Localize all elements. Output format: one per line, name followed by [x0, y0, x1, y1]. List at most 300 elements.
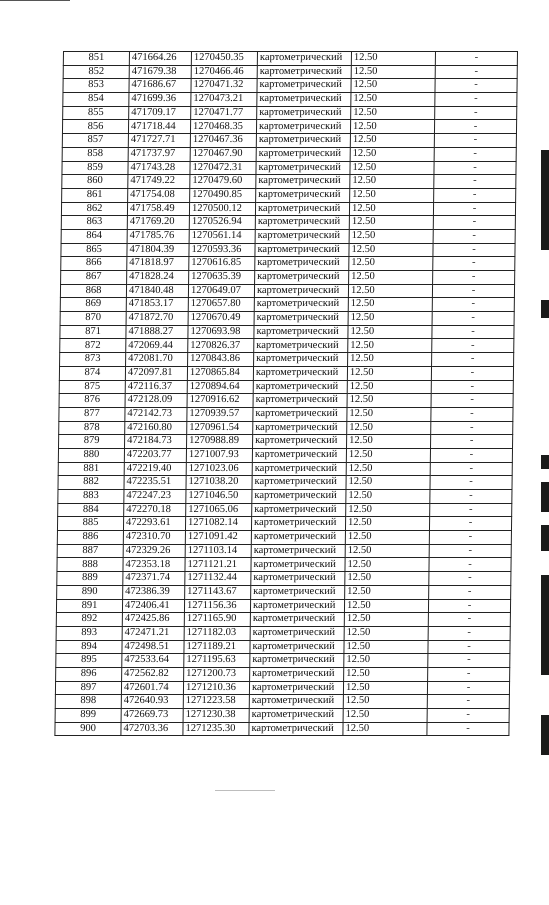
point-number-cell: 870 [60, 312, 126, 326]
table-row [60, 298, 514, 312]
method-cell: картометрический [256, 161, 350, 175]
method-cell: картометрический [253, 435, 347, 449]
table-row [63, 79, 517, 93]
point-number-cell: 855 [63, 106, 129, 120]
error-cell: 12.50 [347, 421, 431, 435]
table-row [56, 640, 510, 654]
scan-edge-mark [541, 482, 549, 512]
method-cell: картометрический [254, 284, 348, 298]
note-cell: - [432, 284, 514, 298]
method-cell: картометрический [255, 271, 349, 285]
table-row [60, 284, 514, 298]
x-coordinate-cell: 472116.37 [125, 380, 187, 394]
scan-edge-mark [541, 525, 549, 551]
y-coordinate-cell: 1270593.36 [189, 243, 255, 257]
point-number-cell: 888 [57, 558, 123, 572]
x-coordinate-cell: 472247.23 [124, 490, 186, 504]
note-cell: - [434, 161, 516, 175]
note-cell: - [431, 380, 513, 394]
table-row [57, 558, 511, 572]
point-number-cell: 857 [62, 134, 128, 148]
point-number-cell: 877 [59, 407, 125, 421]
y-coordinate-cell: 1270450.35 [191, 52, 257, 66]
note-cell: - [429, 558, 511, 572]
y-coordinate-cell: 1270843.86 [188, 353, 254, 367]
error-cell: 12.50 [345, 517, 429, 531]
point-number-cell: 892 [56, 613, 122, 627]
y-coordinate-cell: 1271235.30 [183, 722, 249, 736]
y-coordinate-cell: 1271200.73 [184, 667, 250, 681]
y-coordinate-cell: 1270826.37 [188, 339, 254, 353]
point-number-cell: 876 [59, 394, 125, 408]
point-number-cell: 881 [58, 462, 124, 476]
error-cell: 12.50 [350, 134, 434, 148]
table-row [61, 216, 515, 230]
method-cell: картометрический [255, 243, 349, 257]
y-coordinate-cell: 1270670.49 [188, 312, 254, 326]
point-number-cell: 862 [61, 202, 127, 216]
y-coordinate-cell: 1270616.85 [189, 257, 255, 271]
note-cell: - [432, 312, 514, 326]
error-cell: 12.50 [349, 229, 433, 243]
error-cell: 12.50 [350, 147, 434, 161]
table-row [61, 229, 515, 243]
note-cell: - [431, 435, 513, 449]
method-cell: картометрический [250, 613, 344, 627]
note-cell: - [434, 188, 516, 202]
y-coordinate-cell: 1270468.35 [190, 120, 256, 134]
error-cell: 12.50 [350, 120, 434, 134]
error-cell: 12.50 [349, 216, 433, 230]
note-cell: - [429, 572, 511, 586]
note-cell: - [433, 271, 515, 285]
method-cell: картометрический [255, 257, 349, 271]
y-coordinate-cell: 1270939.57 [187, 407, 253, 421]
error-cell: 12.50 [343, 722, 427, 736]
error-cell: 12.50 [346, 476, 430, 490]
table-row [62, 161, 516, 175]
point-number-cell: 859 [62, 161, 128, 175]
page-top-rule [0, 0, 70, 1]
y-coordinate-cell: 1271165.90 [184, 613, 250, 627]
x-coordinate-cell: 471737.97 [128, 147, 190, 161]
x-coordinate-cell: 471818.97 [127, 257, 189, 271]
point-number-cell: 868 [60, 284, 126, 298]
x-coordinate-cell: 471804.39 [127, 243, 189, 257]
error-cell: 12.50 [349, 271, 433, 285]
table-row [60, 353, 514, 367]
x-coordinate-cell: 472081.70 [126, 353, 188, 367]
scan-edge-mark [541, 150, 549, 250]
error-cell: 12.50 [344, 667, 428, 681]
point-number-cell: 864 [61, 229, 127, 243]
y-coordinate-cell: 1270471.32 [191, 79, 257, 93]
y-coordinate-cell: 1270657.80 [188, 298, 254, 312]
point-number-cell: 853 [63, 79, 129, 93]
x-coordinate-cell: 472562.82 [122, 667, 184, 681]
note-cell: - [433, 216, 515, 230]
table-row [60, 312, 514, 326]
note-cell: - [433, 202, 515, 216]
y-coordinate-cell: 1270467.36 [190, 134, 256, 148]
point-number-cell: 895 [56, 654, 122, 668]
point-number-cell: 900 [55, 722, 121, 736]
x-coordinate-cell: 472353.18 [123, 558, 185, 572]
point-number-cell: 871 [60, 325, 126, 339]
y-coordinate-cell: 1270635.39 [189, 271, 255, 285]
note-cell: - [430, 490, 512, 504]
point-number-cell: 863 [61, 216, 127, 230]
table-row [59, 407, 513, 421]
error-cell: 12.50 [351, 65, 435, 79]
note-cell: - [428, 654, 510, 668]
error-cell: 12.50 [343, 709, 427, 723]
table-row [57, 585, 511, 599]
table-row [61, 271, 515, 285]
error-cell: 12.50 [351, 106, 435, 120]
note-cell: - [433, 229, 515, 243]
error-cell: 12.50 [347, 380, 431, 394]
note-cell: - [431, 394, 513, 408]
x-coordinate-cell: 472471.21 [122, 626, 184, 640]
method-cell: картометрический [254, 339, 348, 353]
x-coordinate-cell: 472533.64 [122, 654, 184, 668]
y-coordinate-cell: 1270467.90 [190, 147, 256, 161]
error-cell: 12.50 [345, 558, 429, 572]
note-cell: - [434, 120, 516, 134]
error-cell: 12.50 [348, 325, 432, 339]
point-number-cell: 874 [59, 366, 125, 380]
point-number-cell: 861 [62, 188, 128, 202]
method-cell: картометрический [251, 558, 345, 572]
y-coordinate-cell: 1270479.60 [190, 175, 256, 189]
x-coordinate-cell: 472425.86 [122, 613, 184, 627]
method-cell: картометрический [249, 695, 343, 709]
point-number-cell: 865 [61, 243, 127, 257]
y-coordinate-cell: 1271182.03 [184, 626, 250, 640]
x-coordinate-cell: 471686.67 [129, 79, 191, 93]
y-coordinate-cell: 1271038.20 [186, 476, 252, 490]
x-coordinate-cell: 472406.41 [122, 599, 184, 613]
method-cell: картометрический [256, 188, 350, 202]
x-coordinate-cell: 471758.49 [127, 202, 189, 216]
point-number-cell: 867 [61, 271, 127, 285]
note-cell: - [435, 79, 517, 93]
table-row [58, 448, 512, 462]
point-number-cell: 896 [56, 667, 122, 681]
y-coordinate-cell: 1271065.06 [186, 503, 252, 517]
point-number-cell: 858 [62, 147, 128, 161]
note-cell: - [435, 52, 517, 66]
point-number-cell: 866 [61, 257, 127, 271]
table-row [61, 257, 515, 271]
table-row [59, 435, 513, 449]
x-coordinate-cell: 472601.74 [121, 681, 183, 695]
y-coordinate-cell: 1270988.89 [187, 435, 253, 449]
x-coordinate-cell: 472270.18 [124, 503, 186, 517]
y-coordinate-cell: 1270693.98 [188, 325, 254, 339]
method-cell: картометрический [253, 394, 347, 408]
table-row [56, 667, 510, 681]
method-cell: картометрический [252, 503, 346, 517]
y-coordinate-cell: 1270649.07 [188, 284, 254, 298]
scan-edge-mark [541, 300, 549, 318]
error-cell: 12.50 [349, 243, 433, 257]
y-coordinate-cell: 1270472.31 [190, 161, 256, 175]
table-row [55, 695, 509, 709]
method-cell: картометрический [256, 147, 350, 161]
error-cell: 12.50 [345, 572, 429, 586]
point-number-cell: 889 [57, 572, 123, 586]
table-row [63, 52, 517, 66]
x-coordinate-cell: 471872.70 [126, 312, 188, 326]
error-cell: 12.50 [349, 202, 433, 216]
x-coordinate-cell: 471769.20 [127, 216, 189, 230]
table-row [62, 175, 516, 189]
x-coordinate-cell: 471749.22 [128, 175, 190, 189]
error-cell: 12.50 [347, 435, 431, 449]
note-cell: - [430, 503, 512, 517]
method-cell: картометрический [249, 709, 343, 723]
error-cell: 12.50 [343, 681, 427, 695]
note-cell: - [432, 298, 514, 312]
table-row [56, 613, 510, 627]
method-cell: картометрический [254, 325, 348, 339]
table-row [59, 394, 513, 408]
method-cell: картометрический [257, 93, 351, 107]
table-row [61, 243, 515, 257]
error-cell: 12.50 [347, 366, 431, 380]
x-coordinate-cell: 472160.80 [125, 421, 187, 435]
x-coordinate-cell: 471754.08 [128, 188, 190, 202]
error-cell: 12.50 [345, 544, 429, 558]
table-row [59, 380, 513, 394]
method-cell: картометрический [251, 585, 345, 599]
table-row [60, 325, 514, 339]
error-cell: 12.50 [346, 490, 430, 504]
point-number-cell: 856 [62, 120, 128, 134]
method-cell: картометрический [252, 476, 346, 490]
y-coordinate-cell: 1271121.21 [185, 558, 251, 572]
method-cell: картометрический [250, 654, 344, 668]
note-cell: - [428, 599, 510, 613]
x-coordinate-cell: 472310.70 [123, 531, 185, 545]
method-cell: картометрический [252, 490, 346, 504]
y-coordinate-cell: 1270961.54 [187, 421, 253, 435]
point-number-cell: 869 [60, 298, 126, 312]
y-coordinate-cell: 1270471.77 [191, 106, 257, 120]
point-number-cell: 891 [56, 599, 122, 613]
point-number-cell: 860 [62, 175, 128, 189]
table-row [63, 106, 517, 120]
error-cell: 12.50 [344, 654, 428, 668]
point-number-cell: 894 [56, 640, 122, 654]
point-number-cell: 878 [59, 421, 125, 435]
error-cell: 12.50 [344, 613, 428, 627]
point-number-cell: 899 [55, 709, 121, 723]
table-row [62, 147, 516, 161]
x-coordinate-cell: 472219.40 [124, 462, 186, 476]
y-coordinate-cell: 1270466.46 [191, 65, 257, 79]
point-number-cell: 885 [57, 517, 123, 531]
table-row [62, 120, 516, 134]
note-cell: - [433, 243, 515, 257]
method-cell: картометрический [257, 65, 351, 79]
error-cell: 12.50 [348, 298, 432, 312]
method-cell: картометрический [257, 52, 351, 66]
error-cell: 12.50 [344, 640, 428, 654]
note-cell: - [431, 421, 513, 435]
method-cell: картометрический [251, 517, 345, 531]
table-row [63, 93, 517, 107]
x-coordinate-cell: 472386.39 [123, 585, 185, 599]
y-coordinate-cell: 1271046.50 [186, 490, 252, 504]
table-row [58, 503, 512, 517]
error-cell: 12.50 [343, 695, 427, 709]
x-coordinate-cell: 471679.38 [129, 65, 191, 79]
error-cell: 12.50 [350, 188, 434, 202]
point-number-cell: 897 [55, 681, 121, 695]
point-number-cell: 887 [57, 544, 123, 558]
error-cell: 12.50 [344, 599, 428, 613]
scan-edge-mark [541, 715, 549, 755]
coordinates-table-body [55, 52, 518, 736]
point-number-cell: 851 [63, 52, 129, 66]
note-cell: - [434, 175, 516, 189]
note-cell: - [433, 257, 515, 271]
method-cell: картометрический [249, 681, 343, 695]
point-number-cell: 883 [58, 490, 124, 504]
note-cell: - [431, 407, 513, 421]
method-cell: картометрический [254, 298, 348, 312]
table-row [59, 421, 513, 435]
x-coordinate-cell: 471840.48 [126, 284, 188, 298]
y-coordinate-cell: 1270490.85 [190, 188, 256, 202]
error-cell: 12.50 [348, 353, 432, 367]
x-coordinate-cell: 472329.26 [123, 544, 185, 558]
y-coordinate-cell: 1270561.14 [189, 229, 255, 243]
note-cell: - [430, 476, 512, 490]
method-cell: картометрический [251, 531, 345, 545]
y-coordinate-cell: 1270916.62 [187, 394, 253, 408]
y-coordinate-cell: 1271195.63 [184, 654, 250, 668]
note-cell: - [432, 325, 514, 339]
coordinates-table [54, 51, 518, 736]
y-coordinate-cell: 1271103.14 [185, 544, 251, 558]
x-coordinate-cell: 471853.17 [126, 298, 188, 312]
note-cell: - [431, 366, 513, 380]
y-coordinate-cell: 1270894.64 [187, 380, 253, 394]
note-cell: - [427, 709, 509, 723]
method-cell: картометрический [251, 572, 345, 586]
y-coordinate-cell: 1270500.12 [189, 202, 255, 216]
method-cell: картометрический [253, 421, 347, 435]
method-cell: картометрический [250, 626, 344, 640]
method-cell: картометрический [257, 106, 351, 120]
method-cell: картометрический [256, 175, 350, 189]
point-number-cell: 875 [59, 380, 125, 394]
scan-edge-mark [541, 575, 549, 675]
error-cell: 12.50 [349, 257, 433, 271]
method-cell: картометрический [257, 79, 351, 93]
scan-edge-mark [541, 455, 549, 469]
error-cell: 12.50 [351, 52, 435, 66]
x-coordinate-cell: 472184.73 [125, 435, 187, 449]
x-coordinate-cell: 472203.77 [124, 448, 186, 462]
method-cell: картометрический [255, 229, 349, 243]
error-cell: 12.50 [348, 284, 432, 298]
y-coordinate-cell: 1271189.21 [184, 640, 250, 654]
y-coordinate-cell: 1271091.42 [185, 531, 251, 545]
method-cell: картометрический [256, 120, 350, 134]
table-row [62, 134, 516, 148]
y-coordinate-cell: 1271210.36 [183, 681, 249, 695]
table-row [62, 188, 516, 202]
table-row [56, 654, 510, 668]
note-cell: - [430, 462, 512, 476]
point-number-cell: 880 [58, 448, 124, 462]
x-coordinate-cell: 472128.09 [125, 394, 187, 408]
method-cell: картометрический [256, 134, 350, 148]
error-cell: 12.50 [348, 339, 432, 353]
note-cell: - [430, 448, 512, 462]
x-coordinate-cell: 471888.27 [126, 325, 188, 339]
table-row [57, 531, 511, 545]
note-cell: - [429, 517, 511, 531]
x-coordinate-cell: 471718.44 [128, 120, 190, 134]
error-cell: 12.50 [347, 407, 431, 421]
note-cell: - [428, 667, 510, 681]
error-cell: 12.50 [345, 585, 429, 599]
point-number-cell: 882 [58, 476, 124, 490]
table-row [55, 681, 509, 695]
point-number-cell: 854 [63, 93, 129, 107]
table-row [60, 339, 514, 353]
x-coordinate-cell: 472371.74 [123, 572, 185, 586]
x-coordinate-cell: 472069.44 [126, 339, 188, 353]
point-number-cell: 852 [63, 65, 129, 79]
note-cell: - [429, 544, 511, 558]
point-number-cell: 872 [60, 339, 126, 353]
y-coordinate-cell: 1271007.93 [186, 448, 252, 462]
method-cell: картометрический [254, 312, 348, 326]
table-row [56, 599, 510, 613]
note-cell: - [429, 585, 511, 599]
note-cell: - [435, 106, 517, 120]
x-coordinate-cell: 472498.51 [122, 640, 184, 654]
method-cell: картометрический [253, 366, 347, 380]
table-row [61, 202, 515, 216]
method-cell: картометрический [253, 407, 347, 421]
error-cell: 12.50 [346, 503, 430, 517]
point-number-cell: 886 [57, 531, 123, 545]
method-cell: картометрический [254, 353, 348, 367]
table-row [58, 490, 512, 504]
point-number-cell: 898 [55, 695, 121, 709]
x-coordinate-cell: 471664.26 [129, 52, 191, 66]
x-coordinate-cell: 471785.76 [127, 229, 189, 243]
y-coordinate-cell: 1270865.84 [187, 366, 253, 380]
x-coordinate-cell: 471699.36 [129, 93, 191, 107]
table-row [63, 65, 517, 79]
method-cell: картометрический [252, 448, 346, 462]
y-coordinate-cell: 1271230.38 [183, 709, 249, 723]
point-number-cell: 873 [60, 353, 126, 367]
error-cell: 12.50 [350, 161, 434, 175]
point-number-cell: 893 [56, 626, 122, 640]
x-coordinate-cell: 472703.36 [121, 722, 183, 736]
note-cell: - [427, 695, 509, 709]
